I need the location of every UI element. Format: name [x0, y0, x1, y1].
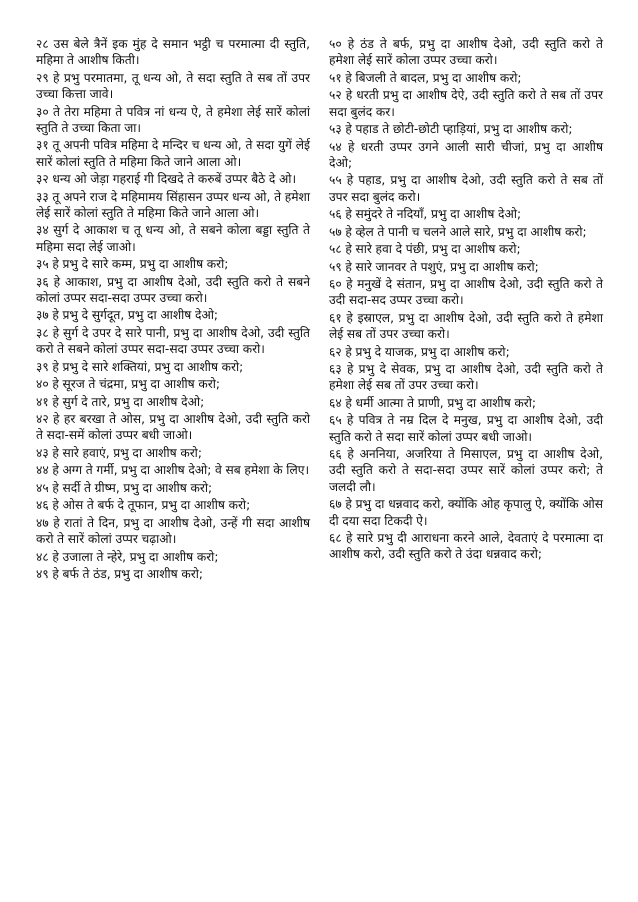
verse-64: ६४ हे धर्मी आत्मा ते प्राणी, प्रभु दा आशीष करो;	[329, 395, 537, 410]
verse-45: ४५ हे सर्दी ते ग्रीष्म, प्रभु दा आशीष करो;	[36, 480, 213, 495]
verse-43: ४३ हे सारे हवाएं, प्रभु दा आशीष करो;	[36, 445, 202, 460]
verse-38: ३८ हे सुर्ग दे उपर दे सारे पानी, प्रभु दा आशीष देओ, उदी स्तुति करो ते सबने कोलां उप्पर सदा-सदा उप्पर उच्चा करो।	[36, 325, 310, 357]
verse-57: ५७ हे व्हेल ते पानी च चलने आले सारे, प्रभु दा आशीष करो;	[329, 224, 587, 239]
left-column	[36, 36, 310, 584]
right-column	[329, 36, 603, 564]
verse-63: ६३ हे प्रभु दे सेवक, प्रभु दा आशीष देओ, उदी स्तुति करो ते हमेशा लेई सब तों उपर उच्चा करो।	[329, 362, 603, 393]
verse-37: ३७ हे प्रभु दे सुर्गदूत, प्रभु दा आशीष देओ;	[36, 308, 219, 323]
verse-29: २९ हे प्रभु परमातमा, तू धन्य ओ, ते सदा स्तुति ते सब तों उपर उच्चा कित्ता जावे।	[36, 70, 310, 102]
verse-40: ४० हे सूरज ते चंद्रमा, प्रभु दा आशीष करो;	[36, 377, 220, 392]
verse-48: ४८ हे उजाला ते न्हेरे, प्रभु दा आशीष करो;	[36, 549, 219, 564]
verse-46: ४६ हे ओस ते बर्फ दे तूफान, प्रभु दा आशीष करो;	[36, 498, 251, 513]
verse-61: ६१ हे इस्राएल, प्रभु दा आशीष देओ, उदी स्तुति करो ते हमेशा लेई सब तों उपर उच्चा करो।	[329, 310, 603, 342]
verse-49: ४९ हे बर्फ ते ठंड, प्रभु दा आशीष करो;	[36, 567, 203, 582]
verse-65: ६५ हे पवित्र ते नम्र दिल दे मनुख, प्रभु दा आशीष देओ, उदी स्तुति करो ते सदा सारें कोलां उप्पर बधी जाओ।	[329, 413, 603, 444]
verse-28: २८ उस बेले त्रैनें इक मुंह दे समान भट्ठी च परमात्मा दी स्तुति, महिमा ते आशीष किती।	[36, 37, 310, 68]
verse-62: ६२ हे प्रभु दे याजक, प्रभु दा आशीष करो;	[329, 344, 510, 359]
verse-36: ३६ हे आकाश, प्रभु दा आशीष देओ, उदी स्तुति करो ते सबने कोलां उप्पर सदा-सदा उप्पर उच्चा करो।	[36, 274, 310, 305]
verse-30: ३० ते तेरा महिमा ते पवित्र नां धन्य ऐ, ते हमेशा लेई सारें कोलां स्तुति ते उच्चा किता जा।	[36, 104, 310, 135]
verse-42: ४२ हे हर बरखा ते ओस, प्रभु दा आशीष देओ, उदी स्तुति करो ते सदा-समें कोलां उप्पर बधी जाओ।	[36, 412, 310, 443]
verse-67: ६७ हे प्रभु दा धन्नवाद करो, क्योंकि ओह कृपालु ऐ, क्योंकि ओस दी दया सदा टिकदी ऐ।	[329, 497, 603, 528]
verse-53: ५३ हे पहाड ते छोटी-छोटी प्हाड़ियां, प्रभु दा आशीष करो;	[329, 122, 573, 137]
verse-60: ६० हे मनुखें दे संतान, प्रभु दा आशीष देओ, उदी स्तुति करो ते उदी सदा-सद उप्पर उच्चा करो।	[329, 277, 603, 308]
verse-32: ३२ धन्य ओ जेड़ा गहराई गी दिखदे ते करुबें उप्पर बैठे दे ओ।	[36, 172, 297, 187]
verse-35: ३५ हे प्रभु दे सारे कम्म, प्रभु दा आशीष करो;	[36, 257, 229, 272]
verse-31: ३१ तू अपनी पवित्र महिमा दे मन्दिर च धन्य ओ, ते सदा युगें लेई सारें कोलां स्तुति ते महिमा किते जाने आला ओ।	[36, 138, 310, 169]
verse-59: ५९ हे सारे जानवर ते पशुएं, प्रभु दा आशीष करो;	[329, 259, 539, 274]
verse-51: ५१ हे बिजली ते बादल, प्रभु दा आशीष करो;	[329, 70, 522, 85]
verse-47: ४७ हे रातां ते दिन, प्रभु दा आशीष देओ, उन्हें गी सदा आशीष करो ते सारें कोलां उप्पर चढ़ाओ।	[36, 515, 310, 547]
verse-50: ५० हे ठंड ते बर्फ, प्रभु दा आशीष देओ, उदी स्तुति करो ते हमेशा लेई सारें कोला उप्पर उच्चा करो।	[329, 37, 603, 68]
verse-56: ५६ हे समुंदरे ते नदियाँ, प्रभु दा आशीष देओ;	[329, 207, 522, 222]
verse-55: ५५ हे पहाड, प्रभु दा आशीष देओ, उदी स्तुति करो ते सब तों उपर सदा बुलंद करो।	[329, 173, 603, 204]
verse-66: ६६ हे अननिया, अजरिया ते मिसाएल, प्रभु दा आशीष देओ, उदी स्तुति करो ते सदा-सदा उप्पर सारें कोलां उप्पर करो; ते जलदी लौ।	[329, 447, 603, 494]
verse-58: ५८ हे सारे हवा दे पंछी, प्रभु दा आशीष करो;	[329, 242, 521, 257]
verse-44: ४४ हे अग्ग ते गर्मी, प्रभु दा आशीष देओ; वे सब हमेशा के लिए।	[36, 463, 310, 478]
verse-33: ३३ तू अपने राज दे महिमामय सिंहासन उप्पर धन्य ओ, ते हमेशा लेई सारें कोलां स्तुति ते महिमा किते जाने आला ओ।	[36, 189, 310, 220]
verse-39: ३९ हे प्रभु दे सारे शक्तियां, प्रभु दा आशीष करो;	[36, 359, 244, 374]
verse-68: ६८ हे सारे प्रभु दी आराधना करने आले, देवताएं दे परमात्मा दा आशीष करो, उदी स्तुति करो ते उंदा धन्नवाद करो;	[329, 530, 603, 562]
verse-54: ५४ हे धरती उप्पर उगने आली सारी चीजां, प्रभु दा आशीष देओ;	[329, 139, 603, 170]
verse-34: ३४ सुर्ग दे आकाश च तू धन्य ओ, ते सबने कोला बड्डा स्तुति ते महिमा सदा लेई जाओ।	[36, 223, 310, 254]
verse-52: ५२ हे धरती प्रभु दा आशीष देऐ, उदी स्तुति करो ते सब तों उपर सदा बुलंद कर।	[329, 88, 603, 119]
verse-41: ४१ हे सुर्ग दे तारे, प्रभु दा आशीष देओ;	[36, 394, 205, 409]
